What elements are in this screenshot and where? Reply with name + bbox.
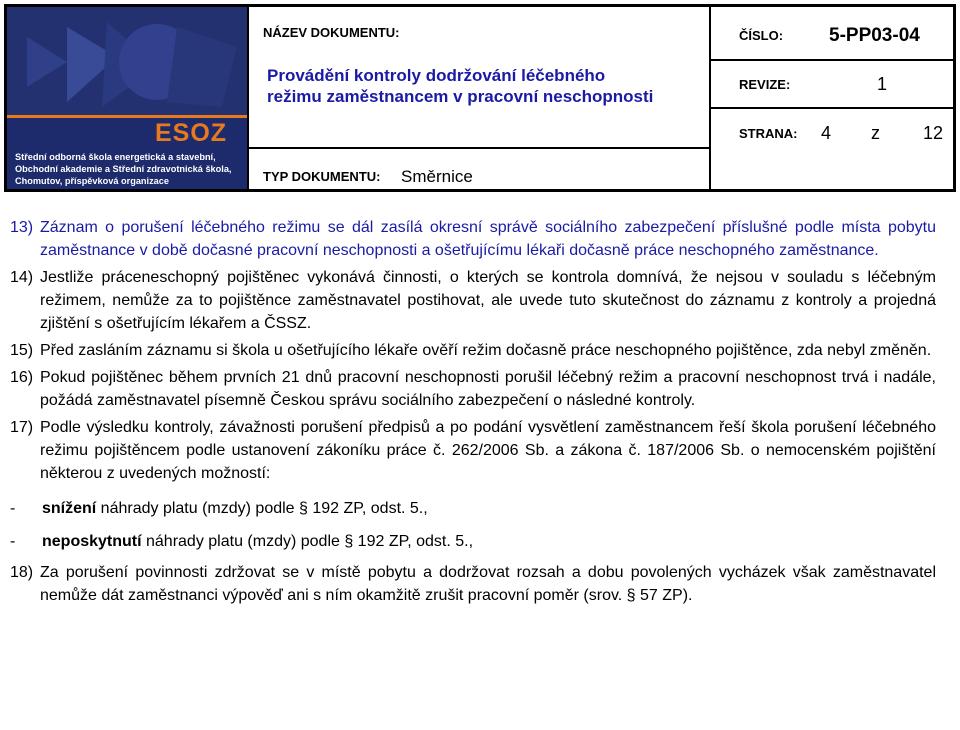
- document-title-line: režimu zaměstnancem v pracovní neschopnosti: [267, 87, 654, 106]
- item-number: 13): [10, 219, 34, 236]
- list-item: [10, 266, 936, 335]
- option-dash: -: [10, 533, 16, 550]
- item-number: 17): [10, 419, 34, 436]
- option-text: náhrady platu (mzdy) podle § 192 ZP, odst. 5.,: [141, 533, 474, 550]
- item-number: 18): [10, 564, 34, 581]
- list-item: [10, 366, 936, 412]
- revision-label: REVIZE:: [739, 77, 791, 92]
- page-label: STRANA:: [739, 126, 798, 141]
- logo-caption-line: Obchodní akademie a Střední zdravotnická škola,: [15, 164, 232, 174]
- logo-cell: [7, 7, 249, 189]
- title-cell: [249, 7, 711, 189]
- option-item: [10, 497, 936, 520]
- page-total: 12: [923, 123, 944, 143]
- logo-caption-line: Střední odborná škola energetická a stavební,: [15, 152, 216, 162]
- logo-caption-line: Chomutov, příspěvková organizace: [15, 176, 170, 186]
- document-title-line: Provádění kontroly dodržování léčebného: [267, 66, 606, 85]
- item-number: 16): [10, 369, 34, 386]
- item-text: Jestliže práceneschopný pojištěnec vykonává činnosti, o kterých se kontrola domnívá, že nejsou v souladu s léčebným režimem, nemůže za to pojištěnce zaměstnavatel postihovat, ale uvede tuto skutečnost do záznamu z kontroly a projedná zjištění s ošetřujícím lékařem a ČSSZ.: [40, 269, 936, 332]
- list-item: [10, 561, 936, 607]
- document-body: [10, 216, 936, 611]
- divider: [249, 147, 709, 149]
- meta-cell: [711, 7, 953, 189]
- document-header: [4, 4, 956, 192]
- divider: [711, 107, 953, 109]
- number-label: ČÍSLO:: [739, 28, 784, 43]
- option-bold: snížení: [42, 500, 97, 517]
- logo-caption: [15, 151, 245, 187]
- document-type-label: TYP DOKUMENTU:: [263, 169, 381, 184]
- page-of: z: [871, 123, 880, 143]
- document-title: [267, 65, 707, 107]
- item-text: Záznam o porušení léčebného režimu se dál zasílá okresní správě sociálního zabezpečení příslušné podle místa pobytu zaměstnance v době dočasné pracovní neschopnosti a ošetřujícímu lékaři dočasně práce neschopného zaměstnance.: [40, 219, 936, 259]
- logo-brand: ESOZ: [155, 119, 228, 147]
- item-number: 14): [10, 269, 34, 286]
- option-item: [10, 530, 936, 553]
- document-type-value: Směrnice: [401, 167, 473, 186]
- document-name-label: NÁZEV DOKUMENTU:: [263, 25, 400, 40]
- page-current: 4: [821, 123, 832, 143]
- divider: [711, 59, 953, 61]
- option-dash: -: [10, 500, 16, 517]
- item-text: Před zasláním záznamu si škola u ošetřujícího lékaře ověří režim dočasně práce neschopného pojištěnce, zda nebyl změněn.: [40, 342, 932, 359]
- list-item: [10, 416, 936, 485]
- item-text: Podle výsledku kontroly, závažnosti porušení předpisů a po podání vysvětlení zaměstnancem řeší škola porušení léčebného režimu pojištěncem podle ustanovení zákoníku práce č. 262/2006 Sb. a zákona č. 187/2006 Sb. o nemocenském pojištění některou z uvedených možností:: [40, 419, 936, 482]
- number-value: 5-PP03-04: [829, 25, 920, 46]
- option-text: náhrady platu (mzdy) podle § 192 ZP, odst. 5.,: [96, 500, 428, 517]
- item-text: Za porušení povinnosti zdržovat se v místě pobytu a dodržovat rozsah a dobu povolených vycházek však zaměstnavatel nemůže dát zaměstnanci výpověď ani s ním okamžitě zrušit pracovní poměr (srov. § 57 ZP).: [40, 564, 936, 604]
- revision-value: 1: [877, 74, 888, 94]
- item-number: 15): [10, 342, 34, 359]
- option-bold: neposkytnutí: [42, 533, 142, 550]
- list-item: [10, 216, 936, 262]
- item-text: Pokud pojištěnec během prvních 21 dnů pracovní neschopnosti porušil léčebný režim a pracovní neschopnost trvá i nadále, požádá zaměstnavatel písemně Českou správu sociálního zabezpečení o následné kontroly.: [40, 369, 936, 409]
- list-item: [10, 339, 936, 362]
